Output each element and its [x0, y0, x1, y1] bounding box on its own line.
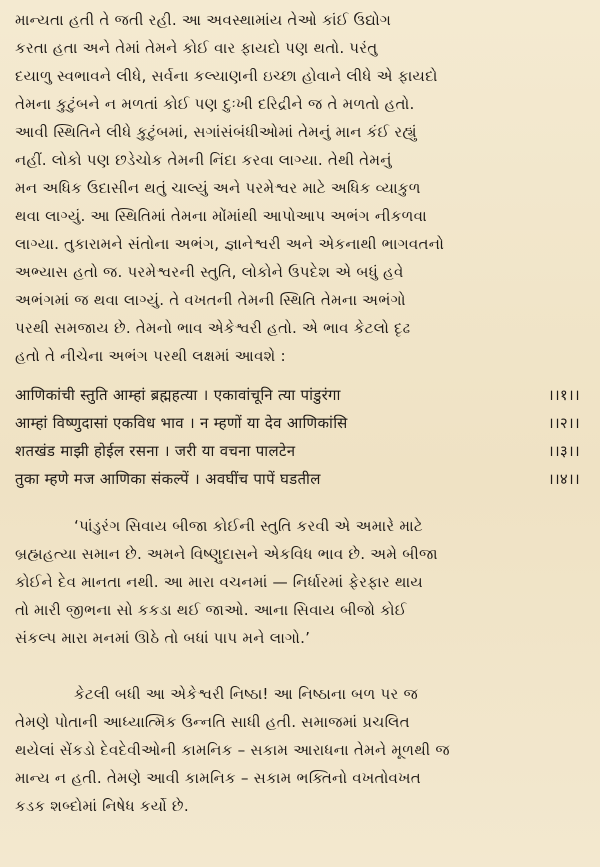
body-line: અભંગમાં જ થવા લાગ્યું. તે વખતની તેમની સ્થિતિ તેમના અભંગો: [15, 291, 406, 309]
verse-text: तुका म्हणे मज आणिका संकल्पें । अवघींच पापें घडतील: [15, 470, 321, 488]
body-line: થવા લાગ્યું. આ સ્થિતિમાં તેમના મોંમાંથી આપોઆપ અભંગ નીકળવા: [15, 207, 427, 225]
body-line: હતો તે નીચેના અભંગ પરથી લક્ષમાં આવશે :: [15, 347, 286, 365]
body-line: નહીં. લોકો પણ છડેચોક તેમની નિંદા કરવા લાગ્યા. તેથી તેમનું: [15, 151, 392, 169]
body-line: દયાળુ સ્વભાવને લીધે, સર્વના કલ્યાણની ઇચ્છા હોવાને લીધે એ ફાયદો: [15, 67, 438, 85]
translation-line: કોઈને દેવ માનતા નથી. આ મારા વચનમાં — નિર્ધારમાં ફેરફાર થાય: [15, 573, 424, 591]
verse-text: शतखंड माझी होईल रसना । जरी या वचना पालटेन: [15, 442, 296, 460]
body-line: માન્યતા હતી તે જતી રહી. આ અવસ્થામાંય તેઓ કાંઈ ઉદ્યોગ: [15, 11, 392, 29]
body-line: કરતા હતા અને તેમાં તેમને કોઈ વાર ફાયદો પણ થતો. પરંતુ: [15, 39, 378, 57]
translation-line: ‘પાંડુરંગ સિવાય બીજા કોઈની સ્તુતિ કરવી એ અમારે માટે: [74, 517, 423, 535]
body-line: પરથી સમજાય છે. તેમનો ભાવ એકેશ્વરી હતો. એ ભાવ કેટલો દૃઢ: [15, 319, 411, 337]
body-line: આવી સ્થિતિને લીધે કુટુંબમાં, સગાંસંબંધીઓમાં તેમનું માન કંઈ રહ્યું: [15, 123, 417, 141]
verse-number: ।।२।।: [547, 414, 580, 432]
closing-line: માન્ય ન હતી. તેમણે આવી કામનિક – સકામ ભક્તિનો વખતોવખત: [15, 769, 422, 787]
body-line: અભ્યાસ હતો જ. પરમેશ્વરની સ્તુતિ, લોકોને ઉપદેશ એ બધું હવે: [15, 263, 404, 281]
body-line: તેમના કુટુંબને ન મળતાં કોઈ પણ દુઃખી દરિદ્રીને જ તે મળતો હતો.: [15, 95, 415, 113]
translation-line: તો મારી જીભના સો કકડા થઈ જાઓ. આના સિવાય બીજો કોઈ: [15, 601, 407, 619]
body-line: મન અધિક ઉદાસીન થતું ચાલ્યું અને પરમેશ્વર માટે અધિક વ્યાકુળ: [15, 179, 421, 197]
verse-number: ।।४।।: [547, 470, 580, 488]
closing-line: થયેલાં સેંકડો દેવદેવીઓની કામનિક – સકામ આરાધના તેમને મૂળથી જ: [15, 741, 450, 759]
verse-line: [15, 465, 580, 493]
verse-line: [15, 409, 580, 437]
verse-line: [15, 381, 580, 409]
body-line: લાગ્યા. તુકારામને સંતોના અભંગ, જ્ઞાનેશ્વરી અને એકનાથી ભાગવતનો: [15, 235, 445, 253]
verse-text: आणिकांची स्तुति आम्हां ब्रह्महत्या । एकावांचूनि त्या पांडुरंगा: [15, 386, 341, 404]
closing-line: તેમણે પોતાની આધ્યાત્મિક ઉન્નતિ સાધી હતી. સમાજમાં પ્રચલિત: [15, 713, 410, 731]
translation-line: બ્રહ્મહત્યા સમાન છે. અમને વિષ્ણુદાસને એકવિધ ભાવ છે. અમે બીજા: [15, 545, 438, 563]
verse-number: ।।१।।: [547, 386, 580, 404]
verse-line: [15, 437, 580, 465]
translation-line: સંકલ્પ મારા મનમાં ઊઠે તો બધાં પાપ મને લાગો.’: [15, 629, 311, 647]
closing-line: કેટલી બધી આ એકેશ્વરી નિષ્ઠા! આ નિષ્ઠાના બળ પર જ: [74, 685, 419, 703]
verse-number: ।।३।।: [547, 442, 580, 460]
closing-line: કડક શબ્દોમાં નિષેધ કર્યો છે.: [15, 797, 189, 815]
verse-text: आम्हां विष्णुदासां एकविध भाव । न म्हणों या देव आणिकांसि: [15, 414, 348, 432]
